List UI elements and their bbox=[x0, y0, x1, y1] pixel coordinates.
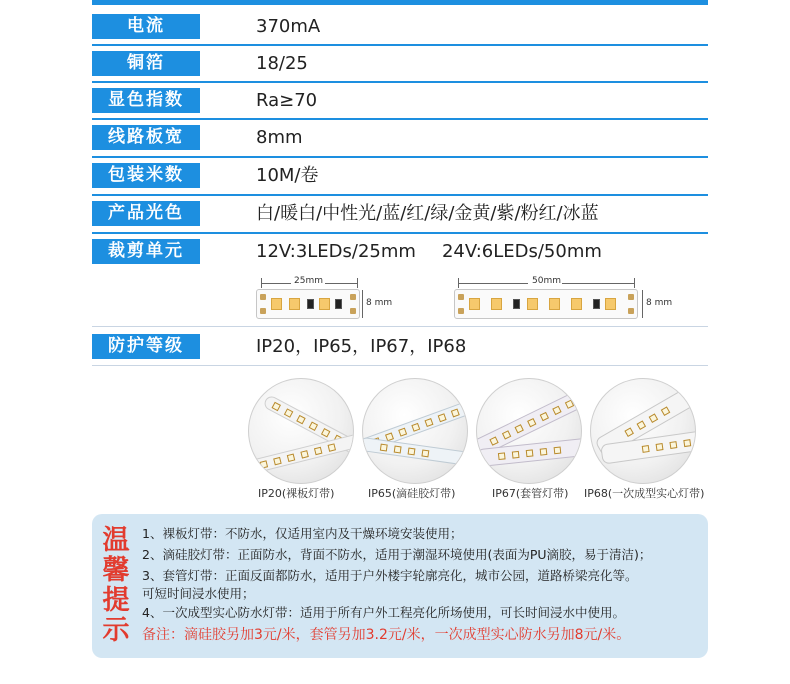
top-bar bbox=[92, 0, 708, 5]
spec-value: IP20，IP65，IP67，IP68 bbox=[256, 336, 467, 357]
divider bbox=[92, 365, 708, 366]
cut-unit-24v: 24V:6LEDs/50mm bbox=[441, 241, 602, 262]
spec-value bbox=[256, 239, 602, 264]
spec-value: Ra≥70 bbox=[256, 90, 318, 111]
dimension-width: 8 mm bbox=[366, 298, 393, 308]
spec-value: 10M/卷 bbox=[256, 165, 319, 186]
tips-note: 备注：滴硅胶另加3元/米，套管另加3.2元/米，一次成型实心防水另加8元/米。 bbox=[142, 627, 631, 643]
dimension-length: 50mm bbox=[532, 276, 561, 286]
spec-label: 包装米数 bbox=[92, 163, 200, 188]
divider bbox=[92, 326, 708, 327]
photo-caption: IP68(一次成型实心灯带) bbox=[584, 487, 705, 500]
spec-row-light-color bbox=[92, 195, 708, 232]
photo-ip67 bbox=[476, 378, 582, 484]
spec-row-ip-rating bbox=[92, 328, 708, 364]
photo-ip65 bbox=[362, 378, 468, 484]
photo-ip68 bbox=[590, 378, 696, 484]
spec-row-package bbox=[92, 157, 708, 194]
spec-label: 电流 bbox=[92, 14, 200, 39]
spec-value: 370mA bbox=[256, 16, 321, 37]
spec-label: 防护等级 bbox=[92, 334, 200, 359]
tip-line: 3、套管灯带：正面反面都防水，适用于户外楼宇轮廓亮化，城市公园，道路桥梁亮化等。 bbox=[142, 568, 638, 583]
cut-unit-12v: 12V:3LEDs/25mm bbox=[256, 241, 416, 262]
photo-ip20 bbox=[248, 378, 354, 484]
spec-label: 产品光色 bbox=[92, 201, 200, 226]
photo-caption: IP67(套管灯带) bbox=[492, 487, 569, 500]
dimension-width: 8 mm bbox=[646, 298, 673, 308]
photo-caption: IP65(滴硅胶灯带) bbox=[368, 487, 456, 500]
spec-label: 显色指数 bbox=[92, 88, 200, 113]
spec-row-pcb-width bbox=[92, 119, 708, 156]
spec-value: 白/暖白/中性光/蓝/红/绿/金黄/紫/粉红/冰蓝 bbox=[256, 203, 599, 224]
spec-label: 线路板宽 bbox=[92, 125, 200, 150]
tips-box bbox=[92, 514, 708, 658]
spec-row-cri bbox=[92, 82, 708, 118]
tip-line: 2、滴硅胶灯带：正面防水，背面不防水，适用于潮湿环境使用(表面为PU滴胶，易于清洁)； bbox=[142, 547, 652, 562]
dimension-length: 25mm bbox=[294, 276, 323, 286]
spec-row-current bbox=[92, 8, 708, 44]
spec-row-cut-unit bbox=[92, 233, 708, 270]
photo-caption: IP20(裸板灯带) bbox=[258, 487, 335, 500]
tips-title: 温 馨 提 示 bbox=[102, 525, 130, 646]
tip-line: 1、裸板灯带：不防水，仅适用室内及干燥环境安装使用； bbox=[142, 526, 463, 541]
tip-line: 4、一次成型实心防水灯带：适用于所有户外工程亮化所场使用，可长时间浸水中使用。 bbox=[142, 605, 625, 620]
spec-label: 裁剪单元 bbox=[92, 239, 200, 264]
spec-value: 8mm bbox=[256, 127, 303, 148]
spec-value: 18/25 bbox=[256, 53, 308, 74]
spec-row-copper bbox=[92, 45, 708, 81]
tip-line: 可短时间浸水使用； bbox=[142, 586, 255, 601]
spec-label: 铜箔 bbox=[92, 51, 200, 76]
